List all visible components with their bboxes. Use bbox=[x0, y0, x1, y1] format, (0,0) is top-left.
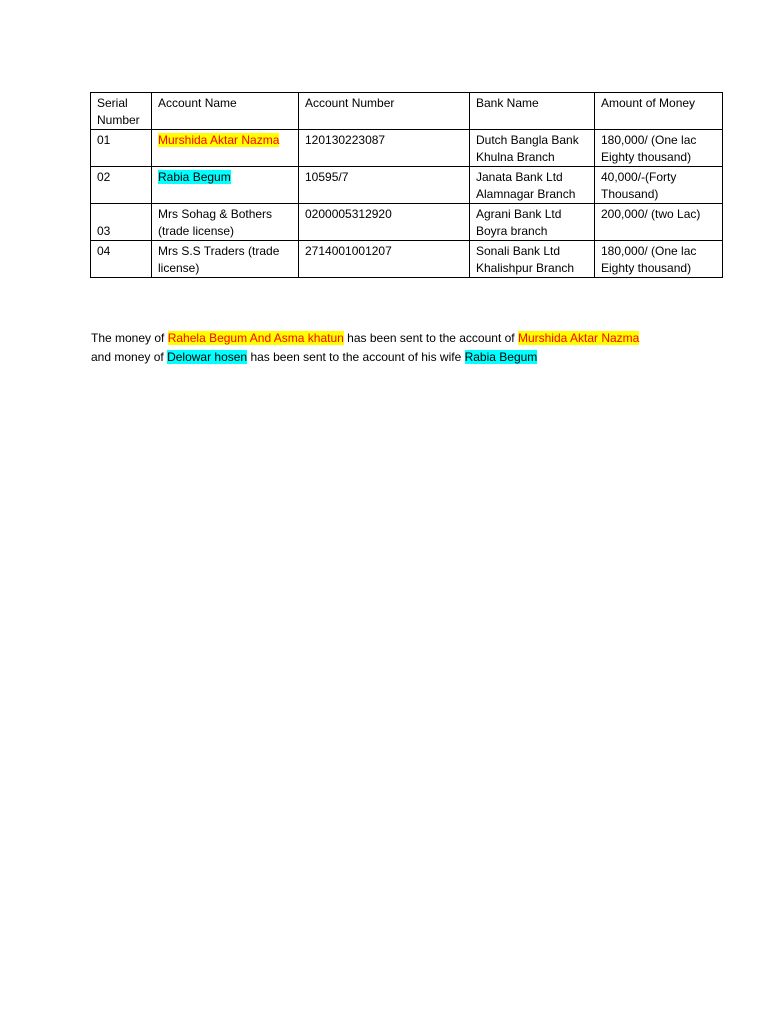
table-row bbox=[91, 130, 723, 167]
summary-text: and money of bbox=[91, 350, 168, 364]
summary-paragraph bbox=[91, 329, 731, 367]
cell-account-name bbox=[152, 130, 299, 167]
table-row bbox=[91, 167, 723, 204]
highlighted-recipient-name: Murshida Aktar Nazma bbox=[517, 331, 640, 345]
table-row bbox=[91, 204, 723, 241]
cell-bank-name: Dutch Bangla Bank Khulna Branch bbox=[470, 130, 595, 167]
cell-amount: 180,000/ (One lac Eighty thousand) bbox=[595, 241, 723, 278]
summary-text: has been sent to the account of his wife bbox=[247, 350, 465, 364]
cell-account-number: 0200005312920 bbox=[299, 204, 470, 241]
highlighted-account-name: Rabia Begum bbox=[158, 170, 231, 184]
cell-account-name: Mrs S.S Traders (trade license) bbox=[152, 241, 299, 278]
summary-text: The money of bbox=[91, 331, 168, 345]
header-account-name: Account Name bbox=[152, 93, 299, 130]
highlighted-recipient-name: Rabia Begum bbox=[464, 350, 538, 364]
cell-bank-name: Agrani Bank Ltd Boyra branch bbox=[470, 204, 595, 241]
cell-bank-name: Janata Bank Ltd Alamnagar Branch bbox=[470, 167, 595, 204]
highlighted-sender-name: Delowar hosen bbox=[167, 350, 248, 364]
summary-text: has been sent to the account of bbox=[343, 331, 518, 345]
summary-line-1 bbox=[91, 329, 731, 348]
cell-account-number: 10595/7 bbox=[299, 167, 470, 204]
highlighted-sender-names: Rahela Begum And Asma khatun bbox=[167, 331, 344, 345]
cell-serial: 03 bbox=[91, 204, 152, 241]
cell-serial: 04 bbox=[91, 241, 152, 278]
summary-line-2 bbox=[91, 348, 731, 367]
header-serial-number: Serial Number bbox=[91, 93, 152, 130]
header-bank-name: Bank Name bbox=[470, 93, 595, 130]
header-amount-of-money: Amount of Money bbox=[595, 93, 723, 130]
table-header-row bbox=[91, 93, 723, 130]
header-account-number: Account Number bbox=[299, 93, 470, 130]
cell-bank-name: Sonali Bank Ltd Khalishpur Branch bbox=[470, 241, 595, 278]
cell-account-number: 120130223087 bbox=[299, 130, 470, 167]
cell-amount: 200,000/ (two Lac) bbox=[595, 204, 723, 241]
cell-account-number: 2714001001207 bbox=[299, 241, 470, 278]
cell-amount: 180,000/ (One lac Eighty thousand) bbox=[595, 130, 723, 167]
cell-serial: 02 bbox=[91, 167, 152, 204]
cell-account-name bbox=[152, 167, 299, 204]
table-row bbox=[91, 241, 723, 278]
cell-account-name: Mrs Sohag & Bothers (trade license) bbox=[152, 204, 299, 241]
cell-serial: 01 bbox=[91, 130, 152, 167]
accounts-table bbox=[90, 92, 723, 278]
cell-amount: 40,000/-(Forty Thousand) bbox=[595, 167, 723, 204]
highlighted-account-name: Murshida Aktar Nazma bbox=[158, 133, 280, 147]
